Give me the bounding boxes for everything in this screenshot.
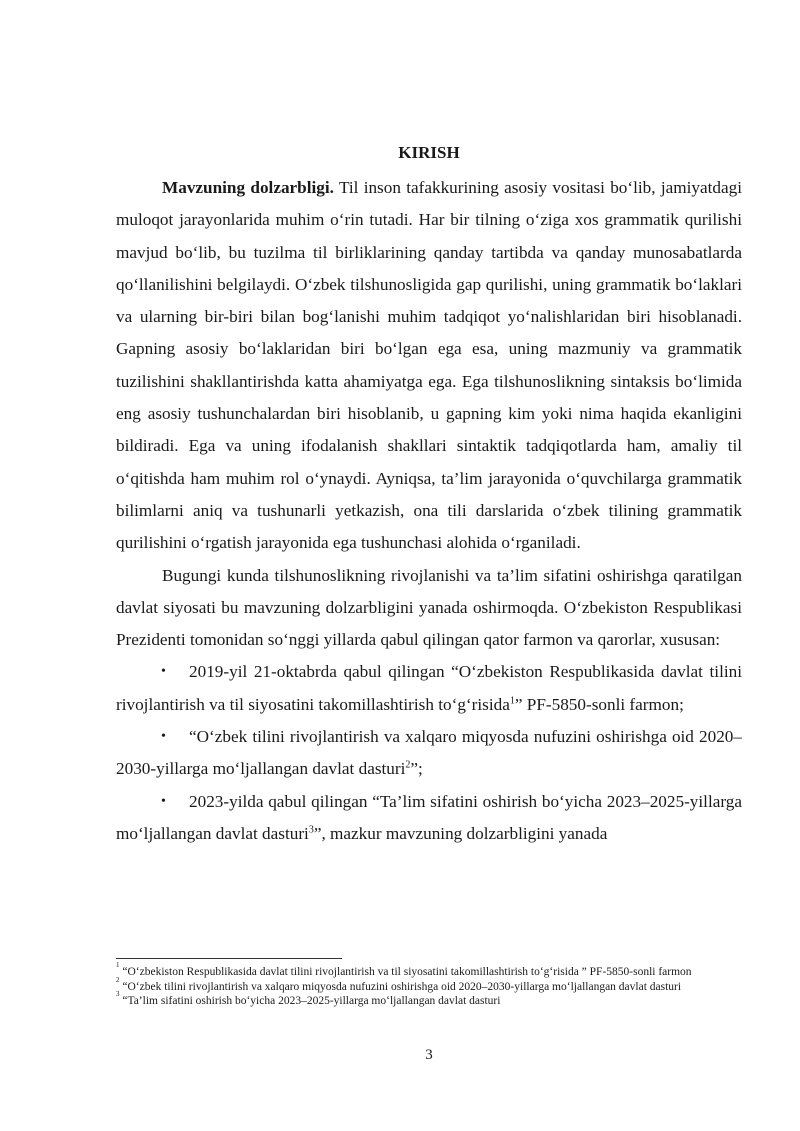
paragraph-policy: Bugungi kunda tilshunoslikning rivojlanishi va ta’lim sifatini oshirishga qaratilgan davlat siyosati bu mavzuning dolzarbligini yanada oshirmoqda. O‘zbekiston Respublikasi Prezidenti tomonidan so‘nggi yillarda qabul qilingan qator farmon va qarorlar, xususan: [116, 565, 742, 650]
paragraph-body: Til inson tafakkurining asosiy vositasi bo‘lib, jamiyatdagi muloqot jarayonlarida muhim o‘rin tutadi. Har bir tilning o‘ziga xos grammatik qurilishi mavjud bo‘lib, bu tuzilma til birliklarining qanday tartibda va qanday munosabatlarda qo‘llanilishini belgilaydi. O‘zbek tilshunosligida gap qurilishi, uning grammatik bo‘laklari va ularning bir-biri bilan bog‘lanishi muhim tadqiqot yo‘nalishlaridan biri hisoblanadi. Gapning asosiy bo‘laklaridan biri bo‘lgan ega esa, uning mazmuniy va grammatik tuzilishini shakllantirishda katta ahamiyatga ega. Ega tilshunoslikning sintaksis bo‘limida eng asosiy tushunchalardan biri hisoblanib, u gapning kim yoki nima haqida ekanligini bildiradi. Ega va uning ifodalanish shakllari sintaktik tadqiqotlarda ham, amaliy til o‘qitishda ham muhim rol o‘ynaydi. Ayniqsa, ta’lim jarayonida o‘quvchilarga grammatik bilimlarni aniq va tushunarli yetkazish, ona tili darslarida o‘zbek tilining grammatik qurilishini o‘rgatish jarayonida ega tushunchasi alohida o‘rganiladi. [116, 178, 743, 553]
list-item: • 2023-yilda qabul qilingan “Ta’lim sifatini oshirish bo‘yicha 2023–2025-yillarga mo‘ljallangan davlat dasturi$^3$”, mazkur mavzuning dolzarbligini yanada [116, 786, 742, 851]
paragraph-relevance [116, 172, 742, 560]
page-title: KIRISH [398, 143, 460, 162]
paragraph-lead: Mavzuning dolzarbligi. [162, 178, 334, 197]
footnote-ref: 1 [509, 695, 515, 707]
footnote-ref: 3 [308, 824, 314, 836]
bullet-icon: • [161, 664, 166, 680]
list-item: • 2019-yil 21-oktabrda qabul qilingan “O‘zbekiston Respublikasida davlat tilini rivojlantirish va til siyosatini takomillashtirish to‘g‘risida$^1$” PF-5850-sonli farmon; [116, 656, 742, 721]
bullet-icon: • [161, 729, 166, 745]
footnote: $^2$ “O‘zbek tilini rivojlantirish va xalqaro miqyosda nufuzini oshirishga oid 2020–2030-yillarga mo‘ljallangan davlat dasturi [116, 975, 682, 993]
page-number: 3 [425, 1047, 433, 1063]
footnote: $^1$ “O‘zbekiston Respublikasida davlat tilini rivojlantirish va til siyosatini takomillashtirish to‘g‘risida ” PF-5850-sonli farmon [116, 961, 692, 978]
footnotes [116, 961, 746, 1010]
list-item: • “O‘zbek tilini rivojlantirish va xalqaro miqyosda nufuzini oshirishga oid 2020–2030-yillarga mo‘ljallangan davlat dasturi$^2$”; [116, 721, 742, 786]
bullet-icon: • [161, 793, 166, 809]
footnote-ref: 2 [405, 759, 411, 771]
footnote-separator [116, 958, 342, 959]
footnote: $^3$ “Ta’lim sifatini oshirish bo‘yicha 2023–2025-yillarga mo‘ljallangan davlat dasturi [116, 990, 501, 1007]
main-text [116, 172, 742, 850]
